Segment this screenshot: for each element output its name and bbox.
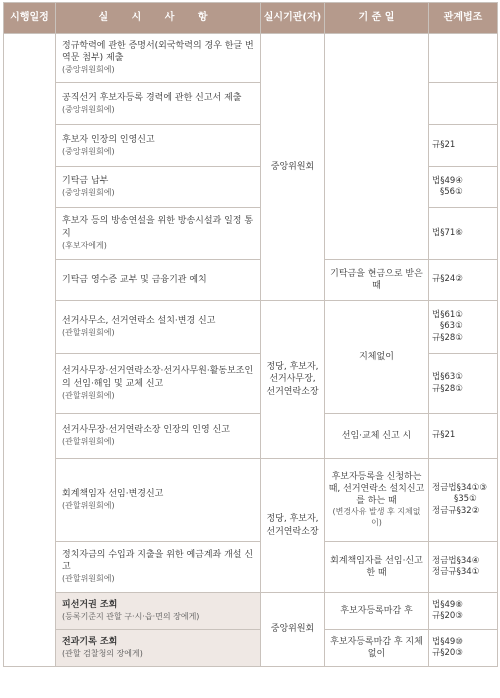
- law-ref: §35①: [454, 494, 477, 505]
- law-cell: [429, 83, 498, 125]
- matter-target: (관할위원회에): [62, 390, 115, 400]
- matter-cell: [56, 630, 261, 667]
- matter-cell: [56, 593, 261, 630]
- law-ref: 규§21: [432, 139, 456, 150]
- law-ref: 규§28①: [432, 383, 463, 394]
- matter-text: 전과기록 조회: [62, 637, 118, 648]
- basis-text: 기탁금을 현금으로 받은 때: [330, 268, 423, 291]
- agency-text: 중앙위원회: [270, 624, 315, 635]
- matter-cell: [56, 260, 261, 301]
- matter-cell: [56, 542, 261, 593]
- basis-note: (변경사유 발생 후 지체없이): [332, 507, 421, 528]
- matter-target: (관할위원회에): [62, 574, 115, 584]
- law-ref: 규§20③: [432, 648, 463, 658]
- law-ref: 법§49④: [432, 175, 463, 186]
- header-basis: 기 준 일: [325, 3, 429, 34]
- table-row: [4, 34, 498, 83]
- header-matters: 실 시 사 항: [56, 3, 261, 34]
- matter-cell: [56, 167, 261, 208]
- basis-text: 후보자등록을 신청하는 때, 선거연락소 설치신고를 하는 때: [328, 471, 425, 507]
- law-cell: [429, 260, 498, 301]
- table-row: [4, 260, 498, 301]
- law-ref: 법§49⑧: [432, 599, 463, 610]
- law-ref: 규§21: [432, 430, 456, 441]
- matter-target: (관할위원회에): [62, 501, 115, 511]
- basis-text: 후보자등록마감 후: [340, 605, 413, 616]
- law-cell: [429, 414, 498, 459]
- header-schedule: 시행일정: [4, 3, 56, 34]
- law-ref: §63①: [440, 321, 463, 332]
- agency-cell: [261, 459, 325, 593]
- law-ref: 법§49⑩: [432, 636, 463, 647]
- law-ref: 정금규§34①: [432, 567, 480, 577]
- basis-cell: [325, 593, 429, 630]
- basis-cell: [325, 459, 429, 542]
- matter-text: 회계책임자 선임·변경신고: [62, 489, 164, 500]
- matter-cell: [56, 83, 261, 125]
- law-ref: §56①: [440, 187, 463, 197]
- law-ref: 정금법§34①③: [432, 482, 487, 493]
- matter-target: (후보자에게): [62, 240, 107, 250]
- table-row: [4, 542, 498, 593]
- agency-cell: [261, 34, 325, 301]
- law-cell: [429, 354, 498, 414]
- matter-text: 정치자금의 수입과 지출을 위한 예금계좌 개설 신고: [62, 549, 254, 573]
- matter-cell: [56, 208, 261, 260]
- matter-text: 선거사무장·선거연락소장·선거사무원·활동보조인의 선임·해임 및 교체 신고: [62, 366, 254, 389]
- schedule-cell: [4, 34, 56, 667]
- matter-cell: [56, 301, 261, 354]
- basis-cell: [325, 414, 429, 459]
- basis-cell: [325, 34, 429, 260]
- law-cell: [429, 125, 498, 167]
- matter-cell: [56, 414, 261, 459]
- matter-target: (중앙위원회에): [62, 146, 115, 156]
- law-ref: 정금법§34④: [432, 555, 480, 566]
- matter-target: (중앙위원회에): [62, 188, 115, 198]
- header-law: 관계법조: [429, 3, 498, 34]
- matter-text: 정규학력에 관한 증명서(외국학력의 경우 한글 번역문 첨부) 제출: [62, 40, 254, 64]
- matter-text: 피선거권 조회: [62, 600, 118, 611]
- basis-cell: [325, 260, 429, 301]
- law-ref: 법§61①: [432, 309, 463, 320]
- matter-cell: [56, 34, 261, 83]
- law-cell: [429, 208, 498, 260]
- matter-text: 공직선거 후보자등록 경력에 관한 신고서 제출: [62, 92, 242, 103]
- law-cell: [429, 542, 498, 593]
- table-row: [4, 630, 498, 667]
- law-cell: [429, 34, 498, 83]
- agency-text: 정당, 후보자, 선거사무장, 선거연락소장: [266, 362, 319, 397]
- matter-text: 선거사무소, 선거연락소 설치·변경 신고: [62, 316, 216, 327]
- election-schedule-table: [3, 2, 498, 667]
- law-ref: 규§24②: [432, 274, 463, 285]
- law-cell: [429, 630, 498, 667]
- law-cell: [429, 459, 498, 542]
- law-ref: 법§71⑥: [432, 227, 463, 238]
- basis-cell: [325, 542, 429, 593]
- law-ref: 규§28①: [432, 332, 463, 343]
- table-row: [4, 414, 498, 459]
- agency-text: 정당, 후보자, 선거연락소장: [266, 514, 319, 537]
- header-row: [4, 3, 498, 34]
- matter-text: 기탁금 영수증 교부 및 금융기관 예치: [62, 274, 207, 285]
- basis-text: 지체없이: [359, 351, 394, 362]
- basis-cell: [325, 630, 429, 667]
- law-cell: [429, 301, 498, 354]
- law-ref: 규§20③: [432, 611, 463, 621]
- matter-text: 기탁금 납부: [62, 176, 109, 187]
- matter-text: 후보자 인장의 인영신고: [62, 134, 155, 145]
- agency-cell: [261, 301, 325, 459]
- matter-target: (관할위원회에): [62, 328, 115, 338]
- agency-cell: [261, 593, 325, 667]
- matter-target: (관할위원회에): [62, 437, 115, 447]
- basis-cell: [325, 301, 429, 414]
- matter-target: (관할 검찰청의 장에게): [62, 649, 143, 659]
- law-ref: 정금규§32②: [432, 505, 480, 516]
- table-row: [4, 593, 498, 630]
- matter-target: (등록기준지 관할 구·시·읍·면의 장에게): [62, 612, 200, 622]
- matter-cell: [56, 125, 261, 167]
- matter-target: (중앙위원회에): [62, 104, 115, 114]
- basis-text: 회계책임자를 선임·신고한 때: [330, 555, 423, 578]
- header-agency: 실시기관(자): [261, 3, 325, 34]
- table-row: [4, 459, 498, 542]
- matter-cell: [56, 354, 261, 414]
- law-cell: [429, 167, 498, 208]
- matter-cell: [56, 459, 261, 542]
- matter-target: (중앙위원회에): [62, 65, 115, 75]
- matter-text: 후보자 등의 방송연설을 위한 방송시설과 일정 통지: [62, 216, 254, 239]
- agency-text: 중앙위원회: [270, 161, 315, 172]
- matter-text: 선거사무장·선거연락소장 인장의 인영 신고: [62, 425, 230, 436]
- basis-text: 후보자등록마감 후 지체없이: [330, 636, 423, 659]
- law-ref: 법§63①: [432, 372, 463, 383]
- law-cell: [429, 593, 498, 630]
- table-row: [4, 301, 498, 354]
- basis-text: 선임·교체 신고 시: [341, 430, 412, 441]
